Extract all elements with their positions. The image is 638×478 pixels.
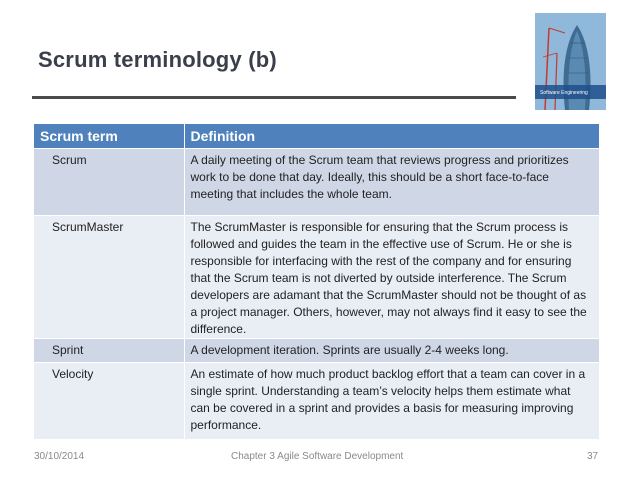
- definition-cell: An estimate of how much product backlog effort that a team can cover in a single sprint. Understanding a team’s velocity helps them estimate what can be covered in a sprint and provides a basis for measuring improving performance.: [184, 363, 599, 439]
- term-cell: ScrumMaster: [34, 216, 184, 339]
- book-cover-image: [535, 13, 606, 110]
- column-header-definition: Definition: [184, 124, 599, 149]
- definition-cell: The ScrumMaster is responsible for ensuring that the Scrum process is followed and guides the team in the effective use of Scrum. He or she is responsible for interfacing with the rest of the company and for ensuring that the Scrum team is not diverted by outside interference. The Scrum developers are adamant that the ScrumMaster should not be thought of as a project manager. Others, however, may not always find it easy to see the difference.: [184, 216, 599, 339]
- table-header-row: [34, 124, 599, 149]
- table-row: [34, 216, 599, 339]
- column-header-term: Scrum term: [34, 124, 184, 149]
- table-row: [34, 363, 599, 439]
- definition-cell: A development iteration. Sprints are usually 2-4 weeks long.: [184, 339, 599, 363]
- footer-chapter: Chapter 3 Agile Software Development: [231, 451, 404, 462]
- terminology-table: [34, 124, 599, 439]
- table-row: [34, 339, 599, 363]
- footer-page-number: 37: [587, 451, 599, 462]
- slide-title: Scrum terminology (b): [38, 47, 277, 72]
- title-divider: [32, 96, 516, 99]
- book-cover-label: Software Engineering: [540, 90, 588, 96]
- table-row: [34, 149, 599, 216]
- term-cell: Velocity: [34, 363, 184, 439]
- term-cell: Sprint: [34, 339, 184, 363]
- definition-cell: A daily meeting of the Scrum team that reviews progress and prioritizes work to be done that day. Ideally, this should be a short face-to-face meeting that includes the whole team.: [184, 149, 599, 216]
- footer-date: 30/10/2014: [34, 451, 85, 462]
- term-cell: Scrum: [34, 149, 184, 216]
